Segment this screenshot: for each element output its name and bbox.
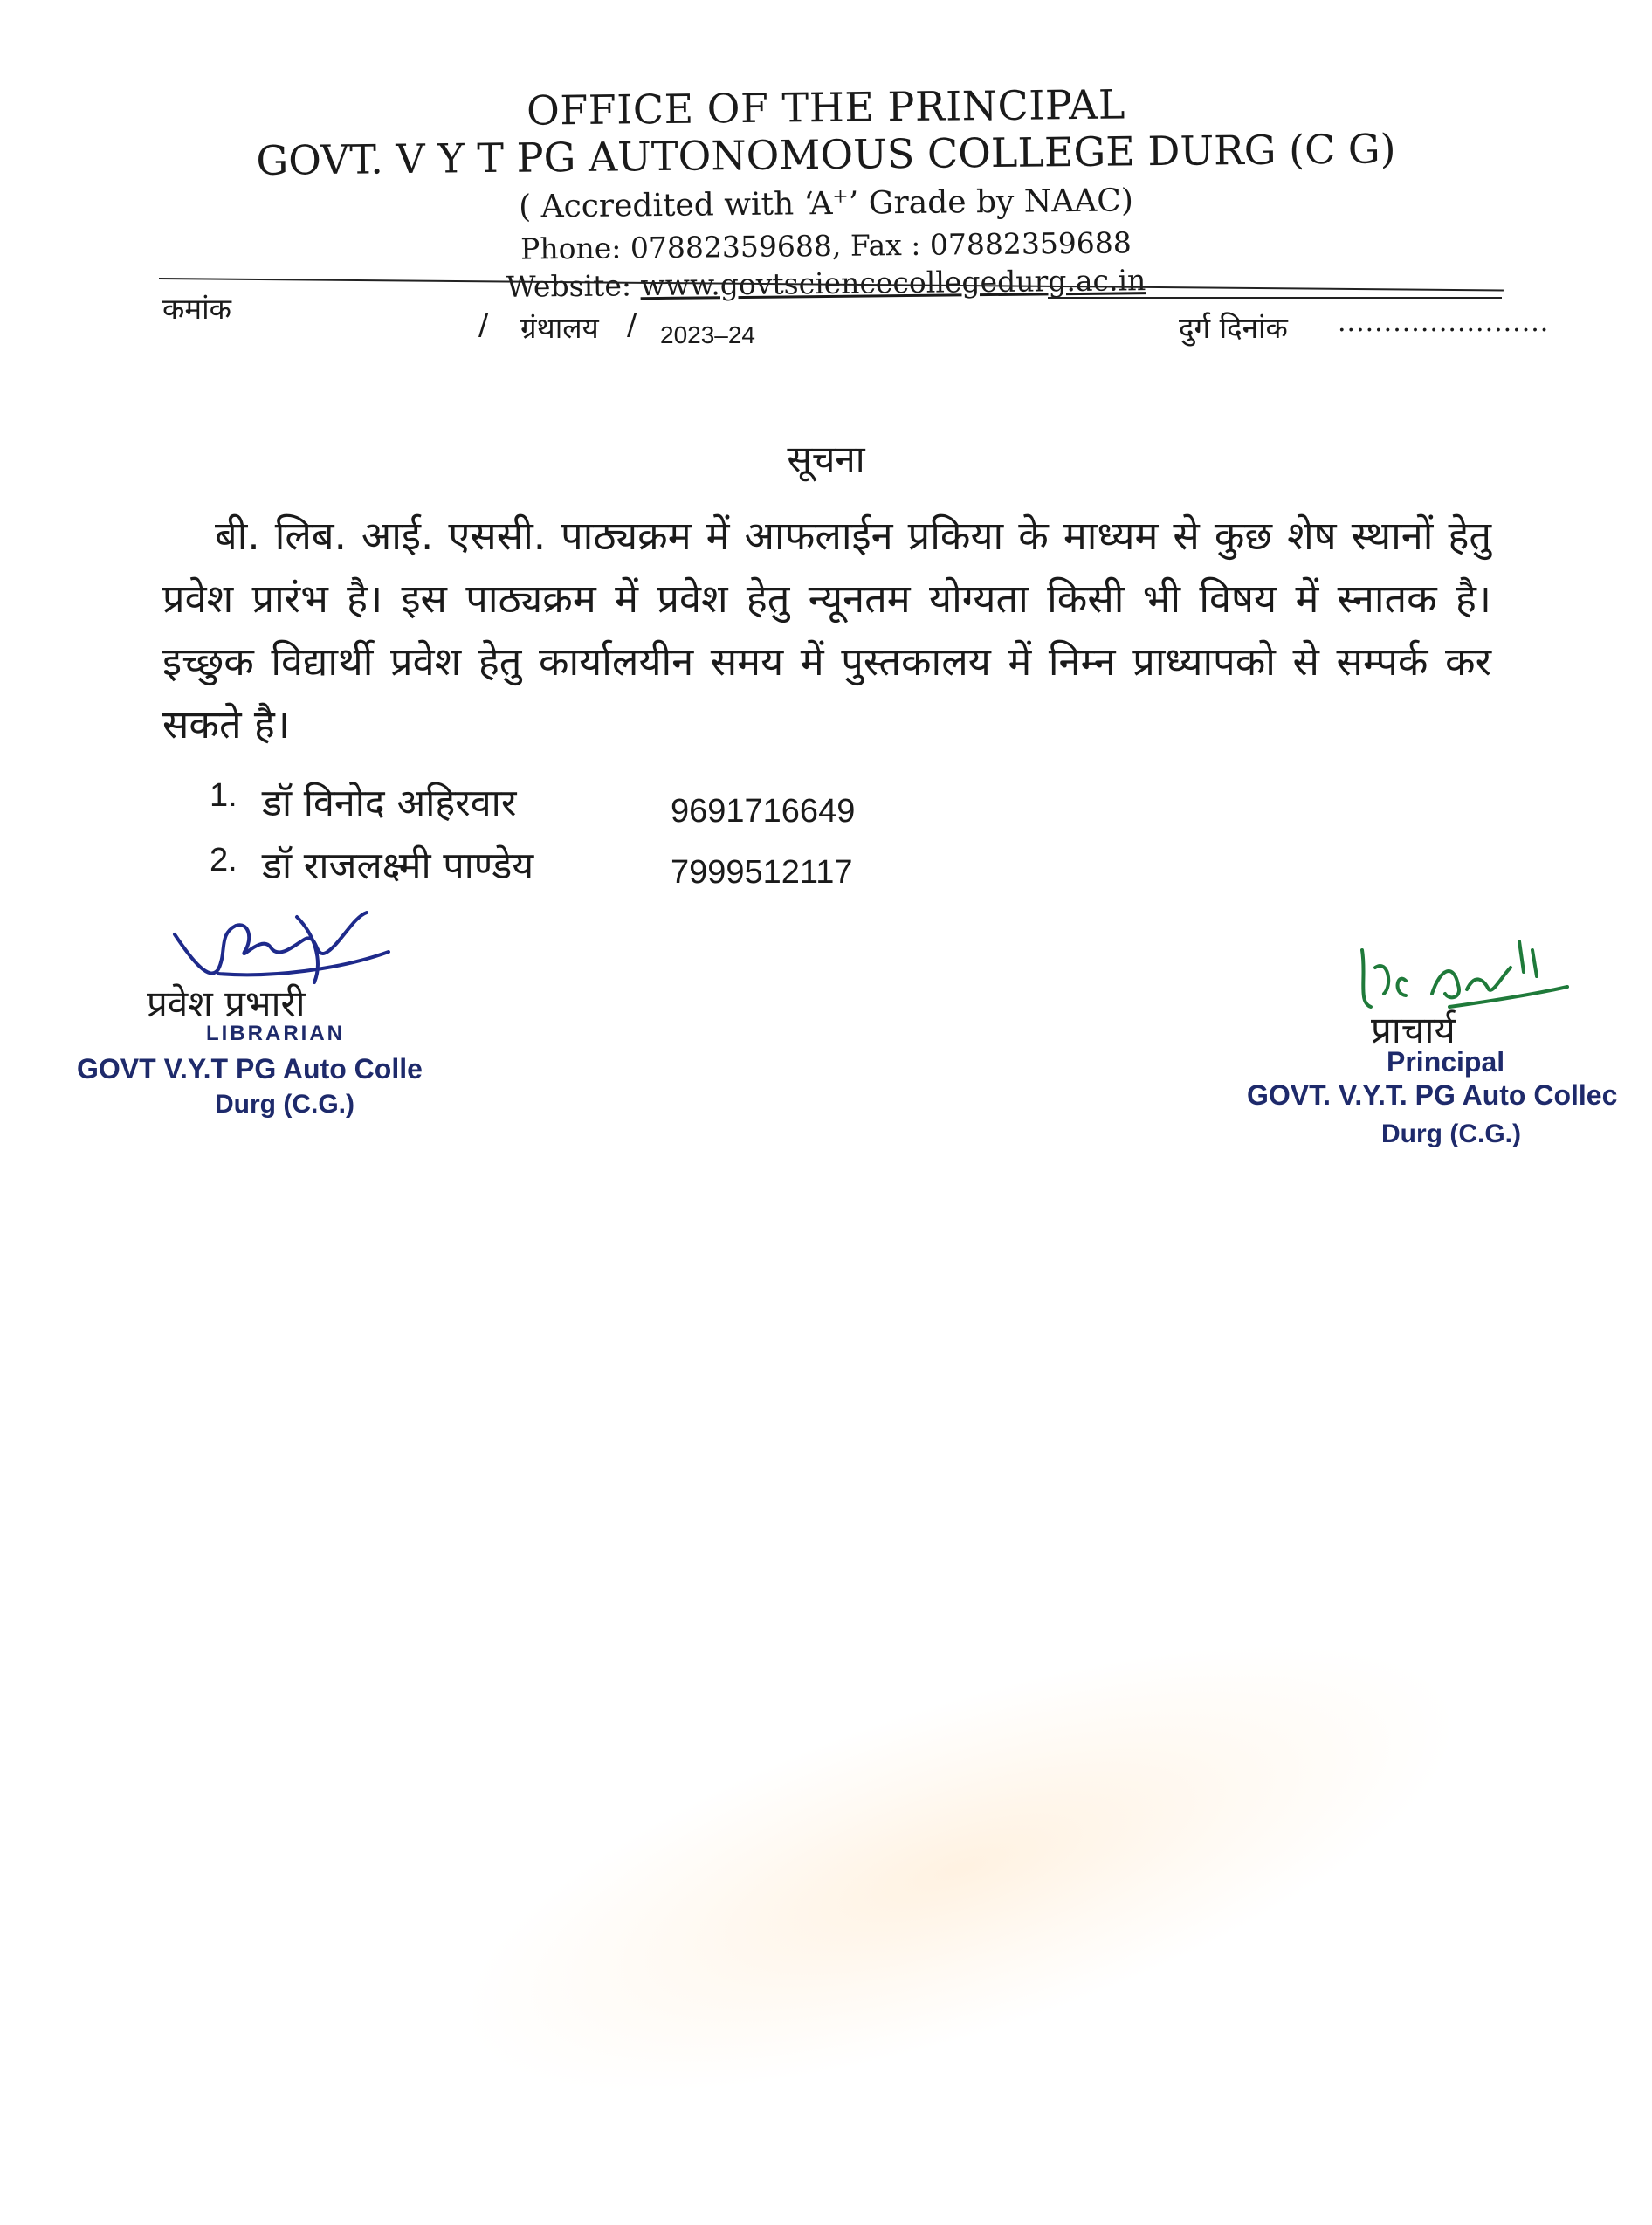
principal-stamp-line: GOVT. V.Y.T. PG Auto Collec [1247, 1079, 1618, 1111]
principal-stamp-line: Durg (C.G.) [1381, 1119, 1521, 1148]
office-title: OFFICE OF THE PRINCIPAL [526, 80, 1126, 134]
principal-title: प्राचार्य [1371, 1009, 1456, 1051]
website-label: Website: [506, 268, 641, 304]
header-rule-right [1048, 297, 1502, 299]
librarian-stamp-line: GOVT V.Y.T PG Auto Colle [77, 1053, 423, 1085]
phone-fax-line: Phone: 07882359688, Fax : 07882359688 [520, 225, 1132, 266]
reference-separator: / [478, 307, 489, 342]
contact-name: डॉ राजलक्ष्मी पाण्डेय [262, 844, 534, 888]
principal-stamp-line: Principal [1387, 1046, 1505, 1078]
reference-year: 2023–24 [660, 321, 756, 348]
admission-incharge-title: प्रवेश प्रभारी [147, 982, 306, 1025]
website-link[interactable]: www.govtsciencecollegedurg.ac.in [640, 263, 1146, 303]
notice-title: सूचना [787, 437, 865, 480]
librarian-stamp-line: LIBRARIAN [206, 1022, 345, 1045]
contact-number: 2. [210, 842, 237, 878]
reference-separator: / [627, 307, 637, 342]
notice-body: बी. लिब. आई. एससी. पाठ्यक्रम में आफलाईन प्रकिया के माध्यम से कुछ शेष स्थानों हेतु प्रवेश प्रारंभ है। इस पाठ्यक्रम में प्रवेश हेतु न्यूनतम योग्यता किसी भी विषय में स्नातक है। इच्छुक विद्यार्थी प्रवेश हेतु कार्यालयीन समय में पुस्तकालय में निम्न प्राध्यापको से सम्पर्क कर सकते है। [162, 513, 1491, 747]
accreditation-post: ’ Grade by NAAC) [848, 183, 1134, 222]
contact-name: डॉ विनोद अहिरवार [262, 782, 517, 825]
college-name: GOVT. V Y T PG AUTONOMOUS COLLEGE DURG (C G) [256, 125, 1396, 184]
contact-phone: 7999512117 [671, 854, 853, 891]
reference-department: ग्रंथालय [520, 311, 599, 345]
place-date-label: दुर्ग दिनांक [1179, 311, 1288, 345]
paper-stain [411, 1549, 1511, 2188]
librarian-stamp-line: Durg (C.G.) [215, 1090, 354, 1119]
accreditation-grade-plus: + [832, 185, 849, 208]
contact-phone: 9691716649 [671, 793, 856, 830]
reference-number-label: कमांक [162, 292, 231, 326]
contact-number: 1. [210, 777, 237, 814]
date-blank: ....................... [1338, 307, 1550, 338]
accreditation-pre: ( Accredited with ‘A [518, 185, 833, 225]
